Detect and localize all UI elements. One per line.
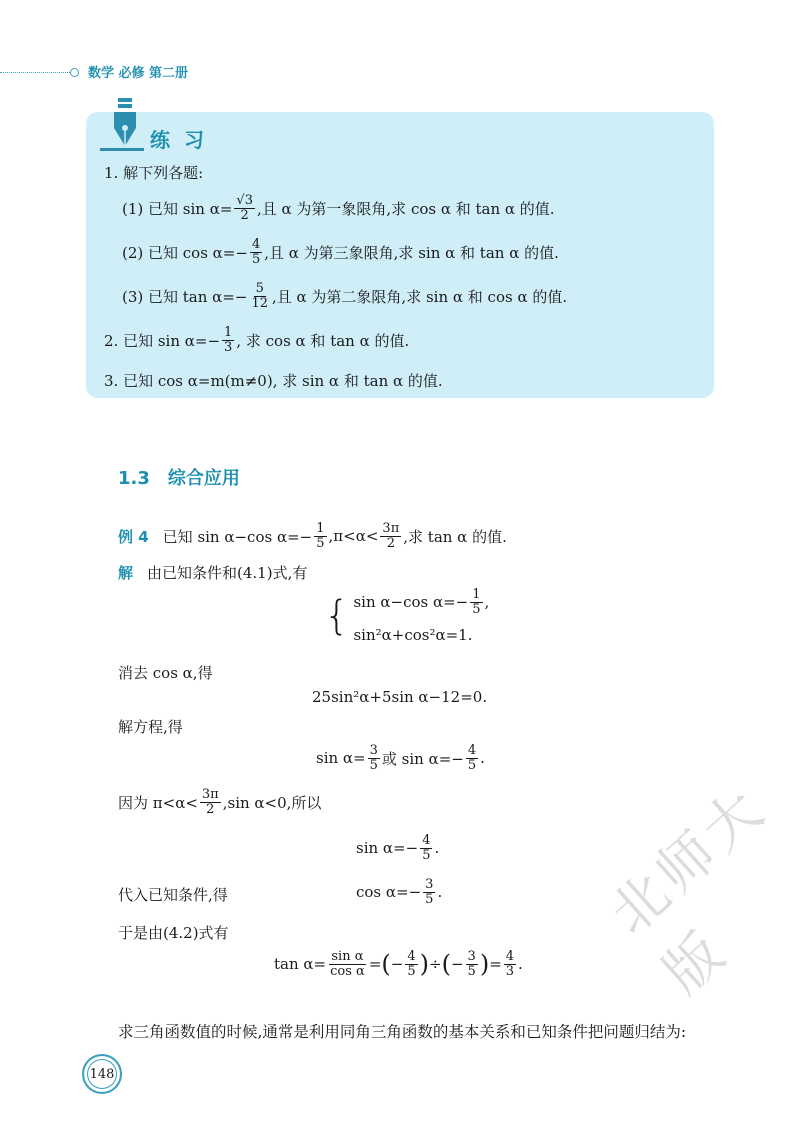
tan-h: . xyxy=(518,955,523,974)
roots-frac-2 xyxy=(466,744,478,772)
tan-frac-1 xyxy=(328,950,367,978)
tan-f: − xyxy=(450,955,464,974)
cos-result xyxy=(356,878,442,906)
tan-frac-3-num: 3 xyxy=(467,949,476,964)
since-b: ,sin α<0,所以 xyxy=(222,793,322,812)
q1-3-num: 5 xyxy=(255,281,264,296)
header-title: 数学 必修 第二册 xyxy=(88,66,189,81)
tan-paren-open-1: ( xyxy=(381,950,391,979)
tan-frac-2 xyxy=(405,950,417,978)
cos-result-den: 5 xyxy=(425,891,434,907)
exercise-title: 练习 xyxy=(150,128,218,152)
header-dot xyxy=(70,68,79,77)
example-frac-1-den: 5 xyxy=(316,535,325,551)
since-a: 因为 π<α< xyxy=(118,793,198,812)
tan-frac-3 xyxy=(466,950,478,978)
q1-2-fraction xyxy=(250,238,262,266)
example-frac-1 xyxy=(314,522,326,550)
example-stmt-a: 已知 sin α−cos α=− xyxy=(162,527,313,546)
q1-2-text-a: (2) 已知 cos α=− xyxy=(122,243,248,262)
example-statement xyxy=(118,522,507,550)
roots-frac-1-den: 5 xyxy=(369,757,378,773)
q1-3-text-a: (3) 已知 tan α=− xyxy=(122,287,248,306)
q2-den: 3 xyxy=(224,339,233,355)
system-line-1-frac xyxy=(470,588,482,616)
tan-frac-1-num: sin α xyxy=(331,949,364,964)
system-line-1 xyxy=(353,588,489,616)
system-line-1-num: 1 xyxy=(472,587,481,602)
since-num: 3π xyxy=(201,787,219,802)
equation-system xyxy=(324,588,489,644)
roots-frac-2-num: 4 xyxy=(467,743,477,758)
example-frac-2-den: 2 xyxy=(386,535,395,551)
page-number: 148 xyxy=(82,1054,122,1094)
tan-paren-close-1: ) xyxy=(419,950,429,979)
solution-label: 解 xyxy=(118,564,134,582)
sin-result-a: sin α=− xyxy=(356,839,419,858)
cos-result-frac xyxy=(423,878,435,906)
since-den: 2 xyxy=(206,801,215,817)
q1-3-text-b: ,且 α 为第二象限角,求 sin α 和 cos α 的值. xyxy=(272,287,568,306)
section-title: 1.3 综合应用 xyxy=(118,468,240,489)
exercise-q1-3 xyxy=(122,282,567,310)
header-rule xyxy=(0,72,70,73)
roots-frac-2-den: 5 xyxy=(467,757,477,773)
tan-g: = xyxy=(489,955,502,974)
q1-2-den: 5 xyxy=(251,251,261,267)
roots-frac-1 xyxy=(368,744,380,772)
tan-frac-4-den: 3 xyxy=(505,963,515,979)
q1-3-den: 12 xyxy=(251,295,268,311)
q1-1-text-a: (1) 已知 sin α= xyxy=(122,199,233,218)
exercise-q1-2 xyxy=(122,238,559,266)
q2-text-b: , 求 cos α 和 tan α 的值. xyxy=(236,331,410,350)
tan-result xyxy=(274,950,523,978)
tan-a: tan α= xyxy=(274,955,327,974)
exercise-q1-1 xyxy=(122,194,555,222)
cos-result-a: cos α=− xyxy=(356,883,422,902)
since-frac xyxy=(200,788,221,816)
system-line-2: sin²α+cos²α=1. xyxy=(353,626,473,645)
sin-result-den: 5 xyxy=(422,847,431,863)
then-text: 于是由(4.2)式有 xyxy=(118,924,229,942)
example-frac-1-num: 1 xyxy=(316,521,325,536)
pen-icon xyxy=(100,98,144,152)
roots-b: 或 sin α=− xyxy=(381,749,464,768)
since-line xyxy=(118,788,321,816)
q2-text-a: 2. 已知 sin α=− xyxy=(104,331,221,350)
system-lines xyxy=(353,588,489,644)
quadratic-equation: 25sin²α+5sin α−12=0. xyxy=(312,688,488,706)
solution-intro-text: 由已知条件和(4.1)式,有 xyxy=(147,564,308,582)
cos-result-num: 3 xyxy=(425,877,434,892)
tan-e: ÷ xyxy=(429,955,442,974)
tan-frac-2-den: 5 xyxy=(407,963,416,979)
example-stmt-c: ,求 tan α 的值. xyxy=(403,527,507,546)
system-line-1-a: sin α−cos α=− xyxy=(353,593,469,612)
tan-frac-4-num: 4 xyxy=(505,949,515,964)
q2-fraction xyxy=(222,326,234,354)
example-frac-2-num: 3π xyxy=(382,521,400,536)
exercise-q1 xyxy=(104,162,203,183)
tan-paren-close-2: ) xyxy=(479,950,490,979)
tan-c: − xyxy=(390,955,404,974)
q3-text: 3. 已知 cos α=m(m≠0), 求 sin α 和 tan α 的值. xyxy=(104,372,443,390)
system-line-1-b: , xyxy=(484,593,490,612)
system-line-1-den: 5 xyxy=(472,601,481,617)
summary-text: 求三角函数值的时候,通常是利用同角三角函数的基本关系和已知条件把问题归结为: xyxy=(118,1023,687,1041)
q1-1-den: 2 xyxy=(240,207,249,223)
sin-result-frac xyxy=(420,834,432,862)
roots-a: sin α= xyxy=(316,749,366,768)
roots-c: . xyxy=(480,749,485,768)
tan-frac-1-den: cos α xyxy=(330,963,365,979)
substitute-text: 代入已知条件,得 xyxy=(118,886,228,904)
q1-1-num: √3 xyxy=(236,193,253,208)
sin-result-b: . xyxy=(434,839,440,858)
roots-line xyxy=(316,744,485,772)
q2-num: 1 xyxy=(224,325,233,340)
tan-frac-4 xyxy=(504,950,516,978)
watermark: 北师大版 xyxy=(598,774,780,1007)
solution-intro xyxy=(118,562,307,583)
example-label: 例 4 xyxy=(118,527,149,546)
example-frac-2 xyxy=(380,522,401,550)
tan-paren-open-2: ( xyxy=(441,950,451,979)
exercise-q2 xyxy=(104,326,409,354)
solve-text: 解方程,得 xyxy=(118,718,183,736)
eliminate-text: 消去 cos α,得 xyxy=(118,664,213,682)
cos-result-b: . xyxy=(437,883,443,902)
roots-frac-1-num: 3 xyxy=(369,743,378,758)
q1-2-text-b: ,且 α 为第三象限角,求 sin α 和 tan α 的值. xyxy=(264,243,559,262)
q1-text: 1. 解下列各题: xyxy=(104,164,204,182)
tan-b: = xyxy=(368,955,382,974)
exercise-q3 xyxy=(104,370,443,391)
q1-3-fraction xyxy=(249,282,270,310)
tan-frac-3-den: 5 xyxy=(467,963,476,979)
example-stmt-b: ,π<α< xyxy=(328,527,379,546)
sin-result-num: 4 xyxy=(422,833,431,848)
q1-2-num: 4 xyxy=(251,237,261,252)
q1-1-text-b: ,且 α 为第一象限角,求 cos α 和 tan α 的值. xyxy=(256,199,555,218)
tan-frac-2-num: 4 xyxy=(407,949,416,964)
system-brace: { xyxy=(324,593,350,640)
sin-result xyxy=(356,834,439,862)
q1-1-fraction xyxy=(234,194,255,222)
